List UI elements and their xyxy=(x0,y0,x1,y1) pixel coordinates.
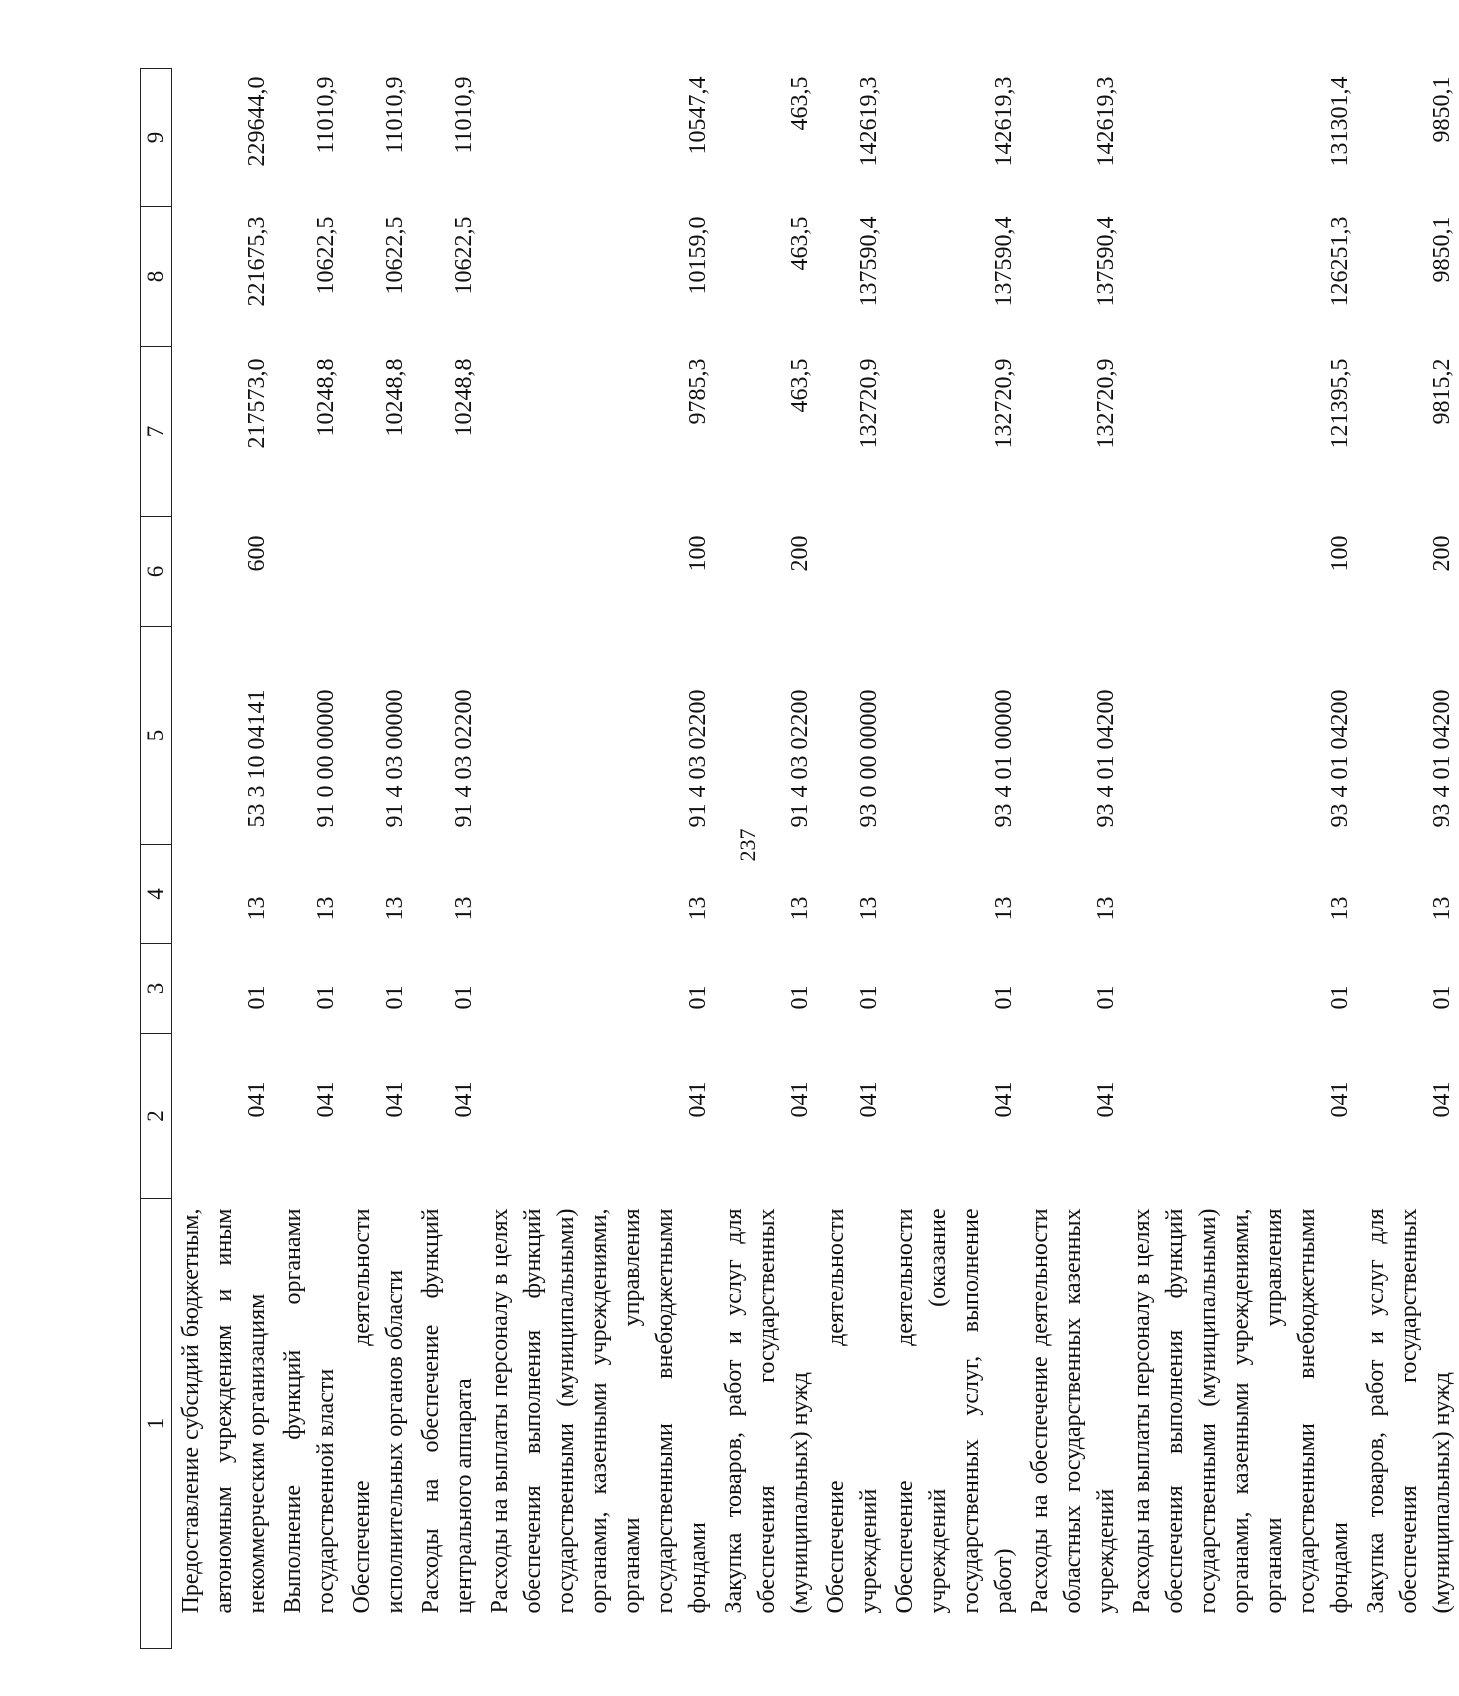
row-name: Обеспечение деятельности учреждений xyxy=(823,1208,882,1614)
row-amount-year-1: 121395,5 xyxy=(1327,358,1353,449)
row-target-article: 93 4 01 04200 xyxy=(1429,689,1455,828)
row-amount-year-3: 131301,4 xyxy=(1327,76,1353,167)
row-name: Расходы на обеспечение функций центрального аппарата xyxy=(418,1208,477,1614)
budget-table xyxy=(140,68,1459,1649)
row-section: 01 xyxy=(382,985,408,1010)
budget-table-container xyxy=(140,69,1455,1649)
row-target-article: 91 4 03 02200 xyxy=(451,689,477,828)
row-name: Обеспечение деятельности исполнительных органов области xyxy=(349,1208,408,1614)
table-row xyxy=(886,69,1021,1649)
row-target-article: 91 4 03 02200 xyxy=(787,689,813,828)
page-number: 237 xyxy=(735,828,760,862)
row-amount-year-2: 10622,5 xyxy=(313,216,339,295)
row-name: Выполнение функций органами государственной власти xyxy=(280,1208,339,1614)
row-section: 01 xyxy=(1327,985,1353,1010)
row-ministry-code: 041 xyxy=(991,1081,1017,1118)
row-expense-type xyxy=(886,517,1021,627)
row-subsection: 13 xyxy=(991,896,1017,921)
row-subsection: 13 xyxy=(856,896,882,921)
row-ministry-code: 041 xyxy=(685,1081,711,1118)
row-target-article: 93 4 01 04200 xyxy=(1327,689,1353,828)
row-section: 01 xyxy=(244,985,270,1010)
column-header-5: 5 xyxy=(141,627,172,845)
row-expense-type xyxy=(343,517,412,627)
row-expense-type: 200 xyxy=(1429,535,1455,572)
table-body xyxy=(172,69,1459,1649)
row-ministry-code: 041 xyxy=(382,1081,408,1118)
row-subsection: 13 xyxy=(1093,896,1119,921)
row-subsection: 13 xyxy=(451,896,477,921)
column-header-6: 6 xyxy=(141,517,172,627)
row-subsection: 13 xyxy=(244,896,270,921)
row-target-article: 93 4 01 00000 xyxy=(991,689,1017,828)
column-header-2: 2 xyxy=(141,1034,172,1199)
row-section: 01 xyxy=(451,985,477,1010)
row-ministry-code: 041 xyxy=(313,1081,339,1118)
row-section: 01 xyxy=(1429,985,1455,1010)
row-amount-year-1: 132720,9 xyxy=(991,358,1017,449)
row-target-article: 91 4 03 00000 xyxy=(382,689,408,828)
row-amount-year-3: 142619,3 xyxy=(991,76,1017,167)
row-target-article: 93 0 00 00000 xyxy=(856,689,882,828)
row-subsection: 13 xyxy=(313,896,339,921)
row-amount-year-2: 9850,1 xyxy=(1429,216,1455,283)
column-header-1: 1 xyxy=(141,1199,172,1649)
row-expense-type: 200 xyxy=(787,535,813,572)
row-section: 01 xyxy=(685,985,711,1010)
row-expense-type xyxy=(412,517,481,627)
row-expense-type: 100 xyxy=(685,535,711,572)
row-name: Расходы на выплаты персоналу в целях обеспечения выполнения функций государственными (муниципальными) органами, казенными учреждениями, органами управления государственными внебюджетными фондами xyxy=(1129,1208,1353,1614)
row-amount-year-2: 10622,5 xyxy=(382,216,408,295)
row-amount-year-3: 463,5 xyxy=(787,76,813,131)
row-ministry-code: 041 xyxy=(856,1081,882,1118)
row-amount-year-1: 10248,8 xyxy=(382,358,408,437)
row-amount-year-2: 10622,5 xyxy=(451,216,477,295)
row-name: Расходы на обеспечение деятельности областных государственных казенных учреждений xyxy=(1027,1208,1119,1614)
table-row xyxy=(715,69,817,1649)
row-section: 01 xyxy=(787,985,813,1010)
row-amount-year-3: 9850,1 xyxy=(1429,76,1455,143)
table-row xyxy=(172,69,275,1649)
row-amount-year-1: 132720,9 xyxy=(1093,358,1119,449)
row-section: 01 xyxy=(313,985,339,1010)
column-header-8: 8 xyxy=(141,207,172,347)
column-header-7: 7 xyxy=(141,347,172,517)
row-ministry-code: 041 xyxy=(451,1081,477,1118)
row-target-article: 53 3 10 04141 xyxy=(244,689,270,828)
table-row xyxy=(412,69,481,1649)
header-row xyxy=(141,69,172,1649)
row-section: 01 xyxy=(991,985,1017,1010)
row-ministry-code: 041 xyxy=(1093,1081,1119,1118)
row-target-article: 93 4 01 04200 xyxy=(1093,689,1119,828)
row-target-article: 91 4 03 02200 xyxy=(685,689,711,828)
row-amount-year-3: 229644,0 xyxy=(244,76,270,167)
row-amount-year-2: 126251,3 xyxy=(1327,216,1353,307)
row-amount-year-2: 137590,4 xyxy=(1093,216,1119,307)
row-amount-year-1: 9815,2 xyxy=(1429,358,1455,425)
table-row xyxy=(481,69,715,1649)
row-ministry-code: 041 xyxy=(1327,1081,1353,1118)
row-amount-year-1: 9785,3 xyxy=(685,358,711,425)
row-amount-year-1: 10248,8 xyxy=(313,358,339,437)
column-header-9: 9 xyxy=(141,69,172,207)
row-name: Закупка товаров, работ и услуг для обеспечения государственных (муниципальных) нужд xyxy=(1363,1208,1455,1614)
table-row xyxy=(1021,69,1123,1649)
row-section: 01 xyxy=(1093,985,1119,1010)
row-ministry-code: 041 xyxy=(1429,1081,1455,1118)
row-subsection: 13 xyxy=(685,896,711,921)
row-amount-year-3: 11010,9 xyxy=(313,76,339,154)
row-amount-year-1: 217573,0 xyxy=(244,358,270,449)
row-amount-year-2: 137590,4 xyxy=(991,216,1017,307)
table-row xyxy=(1357,69,1459,1649)
table-row xyxy=(817,69,886,1649)
row-subsection: 13 xyxy=(1327,896,1353,921)
row-amount-year-2: 10159,0 xyxy=(685,216,711,295)
row-name: Предоставление субсидий бюджетным, автономным учреждениям и иным некоммерческим организациям xyxy=(178,1208,270,1614)
row-amount-year-1: 463,5 xyxy=(787,358,813,413)
row-amount-year-2: 221675,3 xyxy=(244,216,270,307)
row-amount-year-3: 11010,9 xyxy=(382,76,408,154)
column-header-4: 4 xyxy=(141,845,172,944)
row-amount-year-3: 11010,9 xyxy=(451,76,477,154)
row-amount-year-2: 137590,4 xyxy=(856,216,882,307)
row-amount-year-3: 142619,3 xyxy=(1093,76,1119,167)
row-subsection: 13 xyxy=(382,896,408,921)
row-amount-year-2: 463,5 xyxy=(787,216,813,271)
column-header-3: 3 xyxy=(141,944,172,1034)
row-amount-year-3: 10547,4 xyxy=(685,76,711,155)
row-section: 01 xyxy=(856,985,882,1010)
table-row xyxy=(274,69,343,1649)
row-expense-type xyxy=(1021,517,1123,627)
row-expense-type xyxy=(817,517,886,627)
row-expense-type: 600 xyxy=(244,535,270,572)
row-amount-year-3: 142619,3 xyxy=(856,76,882,167)
row-name: Обеспечение деятельности учреждений (оказание государственных услуг, выполнение работ) xyxy=(892,1208,1017,1614)
row-subsection: 13 xyxy=(787,896,813,921)
row-amount-year-1: 132720,9 xyxy=(856,358,882,449)
table-row xyxy=(1123,69,1357,1649)
table-row xyxy=(343,69,412,1649)
row-ministry-code: 041 xyxy=(244,1081,270,1118)
row-expense-type xyxy=(274,517,343,627)
row-ministry-code: 041 xyxy=(787,1081,813,1118)
row-expense-type: 100 xyxy=(1327,535,1353,572)
row-name: Расходы на выплаты персоналу в целях обеспечения выполнения функций государственными (муниципальными) органами, казенными учреждениями, органами управления государственными внебюджетными фондами xyxy=(487,1208,711,1614)
row-amount-year-1: 10248,8 xyxy=(451,358,477,437)
row-target-article: 91 0 00 00000 xyxy=(313,689,339,828)
row-subsection: 13 xyxy=(1429,896,1455,921)
row-name: Закупка товаров, работ и услуг для обеспечения государственных (муниципальных) нужд xyxy=(721,1208,813,1614)
